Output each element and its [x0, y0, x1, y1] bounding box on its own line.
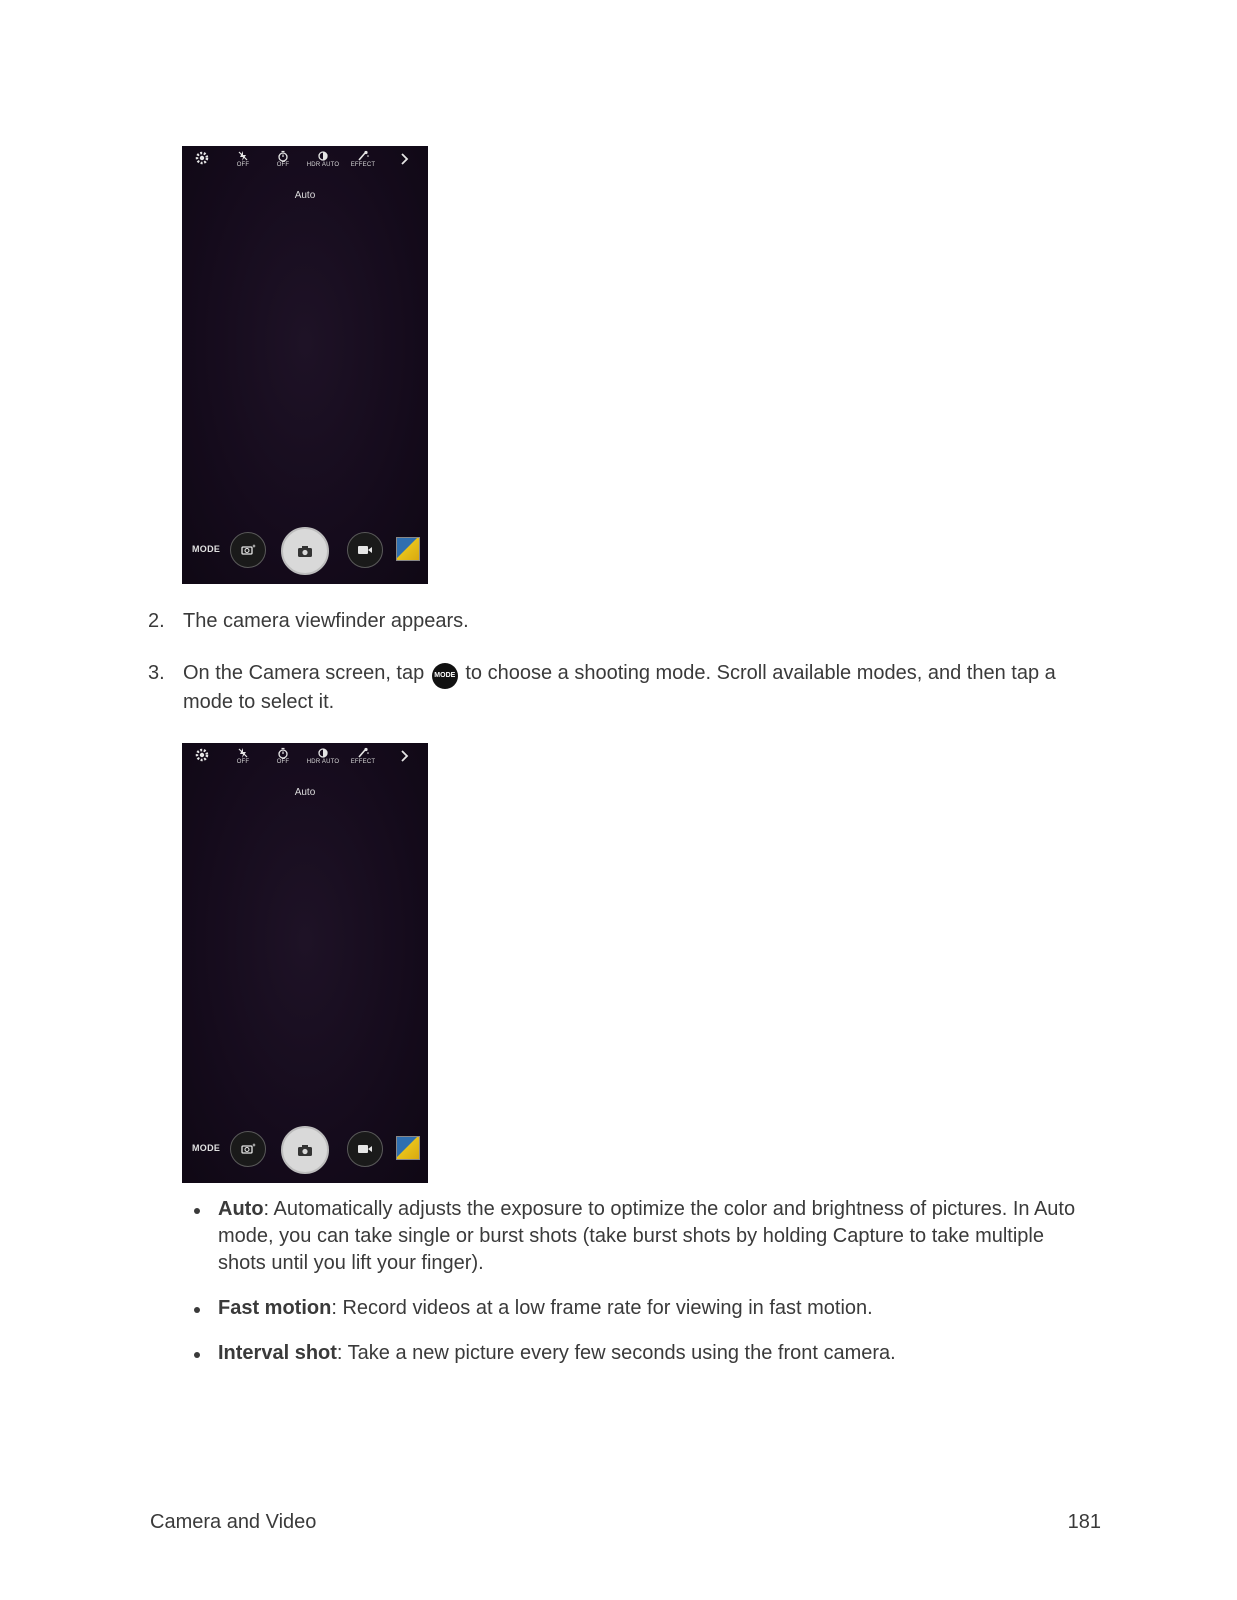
gallery-thumbnail[interactable] — [396, 537, 420, 561]
video-camera-icon — [357, 545, 373, 555]
capture-button[interactable] — [281, 527, 329, 575]
list-item — [194, 1340, 1094, 1367]
mode-button[interactable]: MODE — [192, 1143, 221, 1153]
timer-icon[interactable] — [263, 150, 303, 169]
capture-button[interactable] — [281, 1126, 329, 1174]
camera-bottom-bar — [182, 504, 428, 584]
camera-toolbar — [182, 146, 428, 186]
flash-caption: OFF — [236, 759, 250, 765]
step-text — [183, 660, 1073, 715]
camera-effect-icon — [239, 543, 257, 557]
timer-caption: OFF — [276, 759, 290, 765]
effect-wand-icon[interactable] — [343, 150, 383, 169]
list-item — [194, 1295, 1094, 1322]
camera-effect-icon — [239, 1142, 257, 1156]
hdr-caption: HDR AUTO — [306, 162, 340, 168]
step-number: 2. — [148, 610, 165, 632]
flash-off-icon[interactable] — [223, 747, 263, 766]
camera-effect-button[interactable] — [230, 532, 266, 568]
mode-icon: MODE — [432, 663, 458, 689]
step-number: 3. — [148, 662, 165, 684]
mode-term: Auto — [218, 1198, 264, 1220]
mode-label: Auto — [294, 190, 316, 201]
camera-effect-button[interactable] — [230, 1131, 266, 1167]
settings-gear-icon[interactable] — [182, 150, 222, 166]
mode-term: Fast motion — [218, 1297, 332, 1319]
camera-toolbar — [182, 743, 428, 783]
step-text-before: On the Camera screen, tap — [183, 662, 425, 684]
camera-icon — [297, 545, 313, 558]
mode-description: : Record videos at a low frame rate for viewing in fast motion. — [331, 1297, 873, 1319]
bullet-dot — [194, 1307, 200, 1313]
chevron-right-icon[interactable] — [385, 152, 425, 166]
settings-gear-icon[interactable] — [182, 747, 222, 763]
record-video-button[interactable] — [347, 532, 383, 568]
step-text: The camera viewfinder appears. — [183, 610, 469, 632]
mode-term: Interval shot — [218, 1342, 337, 1364]
step-text-after: to choose a shooting mode. Scroll available modes, and then tap a mode to select it. — [183, 662, 1056, 713]
mode-label: Auto — [294, 787, 316, 798]
mode-description: : Automatically adjusts the exposure to optimize the color and brightness of pictures. In Auto mode, you can take single or burst shots (take burst shots by holding Capture to take multiple shots until you lift your finger). — [218, 1198, 1076, 1274]
camera-screenshot-1 — [182, 146, 428, 584]
effect-caption: EFFECT — [350, 759, 376, 765]
bullet-dot — [194, 1208, 200, 1214]
footer-section-title: Camera and Video — [150, 1511, 317, 1533]
list-item — [194, 1196, 1094, 1277]
hdr-icon[interactable] — [303, 747, 343, 766]
page-number: 181 — [1067, 1511, 1101, 1533]
video-camera-icon — [357, 1144, 373, 1154]
mode-list — [194, 1196, 1094, 1385]
mode-button[interactable]: MODE — [192, 544, 221, 554]
hdr-caption: HDR AUTO — [306, 759, 340, 765]
hdr-icon[interactable] — [303, 150, 343, 169]
camera-screenshot-2 — [182, 743, 428, 1183]
chevron-right-icon[interactable] — [385, 749, 425, 763]
effect-caption: EFFECT — [350, 162, 376, 168]
camera-icon — [297, 1144, 313, 1157]
effect-wand-icon[interactable] — [343, 747, 383, 766]
timer-caption: OFF — [276, 162, 290, 168]
timer-icon[interactable] — [263, 747, 303, 766]
mode-description: : Take a new picture every few seconds using the front camera. — [336, 1342, 896, 1364]
camera-bottom-bar — [182, 1103, 428, 1183]
flash-off-icon[interactable] — [223, 150, 263, 169]
bullet-dot — [194, 1352, 200, 1358]
gallery-thumbnail[interactable] — [396, 1136, 420, 1160]
flash-caption: OFF — [236, 162, 250, 168]
record-video-button[interactable] — [347, 1131, 383, 1167]
